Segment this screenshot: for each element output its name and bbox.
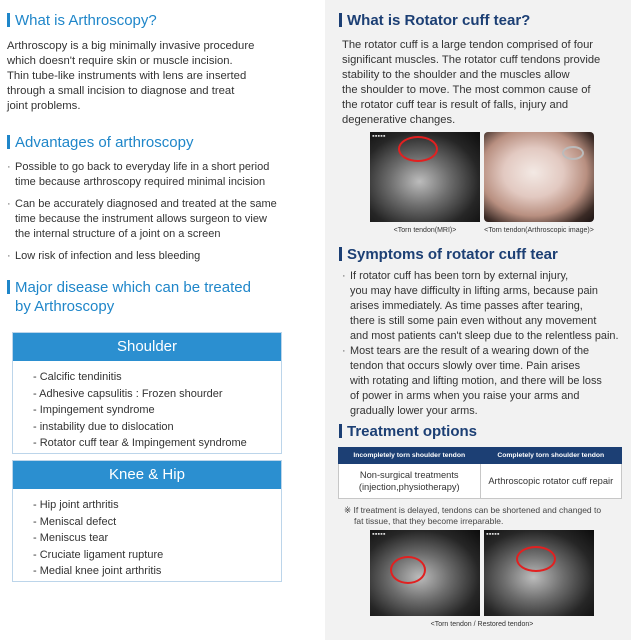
major-disease-heading-line2: by Arthroscopy [15,298,115,315]
knee-hip-box [12,460,282,582]
left-column [0,0,300,640]
list-item: - Adhesive capsulitis : Frozen shourder [33,387,223,400]
table-cell: Arthroscopic rotator cuff repair [480,464,622,499]
table-cell: Non-surgical treatments (injection,physiotherapy) [339,464,481,499]
symptom-item: · If rotator cuff has been torn by external injury, you may have difficulty in lifting arms, because pain arises immediately. As time passes after tearing, there is still some pain even without any movement and most patients can't sleep due to the relentless pain. [342,270,619,342]
rotator-cuff-paragraph: The rotator cuff is a large tendon comprised of four significant muscles. The rotator cuff tendons provide stability to the shoulder and the muscles allow the shoulder to move. The most common cause of the rotator cuff tear is result of falls, injury and degenerative changes. [342,39,601,126]
knee-hip-disease-list [13,489,281,586]
bottom-images-caption: <Torn tendon / Restored tendon> [430,621,534,628]
mri-caption: <Torn tendon(MRI)> [393,227,457,234]
highlight-circle [398,136,438,162]
mri-image-torn [370,132,480,222]
heading-bar [7,135,10,149]
arthroscopy-paragraph: Arthroscopy is a big minimally invasive procedure which doesn't require skin or muscle incision. Thin tube-like instruments with lens are inserted through a small incision to diagnose and treat joint problems. [7,40,255,112]
scan-tag: ▪▪▪▪▪ [486,532,500,537]
major-disease-heading: Major disease which can be treated [7,279,251,297]
bullet-dot: · [342,270,346,282]
table-header-row [339,448,622,464]
right-column [325,0,631,640]
symptom-item: · Most tears are the result of a wearing down of the tendon that occurs slowly over time. Pain arises with rotating and lifting motion, and there will be loss of power in arms when you raise your arms and gradually lower your arms. [342,345,602,417]
scan-tag: ▪▪▪▪▪ [372,134,386,139]
bullet-dot: · [7,250,11,262]
heading-bar [7,13,10,27]
scan-tag: ▪▪▪▪▪ [372,532,386,537]
symptoms-heading: Symptoms of rotator cuff tear [339,246,558,264]
bullet-dot: · [342,345,346,357]
list-item: - Calcific tendinitis [33,371,122,383]
heading-bar [339,424,342,438]
shoulder-disease-list [13,361,281,458]
table-header: Completely torn shoulder tendon [480,448,622,464]
advantages-heading: Advantages of arthroscopy [7,134,193,152]
shoulder-box-title: Shoulder [13,333,281,361]
bullet-dot: · [7,198,11,210]
advantage-item: · Can be accurately diagnosed and treated at the same time because the instrument allows surgeon to view the internal structure of a joint on a screen [7,198,277,240]
list-item: - Meniscus tear [33,532,109,544]
list-item: - Medial knee joint arthritis [33,565,162,577]
bullet-dot: · [7,161,11,173]
instrument-shape [562,146,584,160]
arthroscopic-image [484,132,594,222]
advantage-item: · Possible to go back to everyday life in a short period time because arthroscopy required minimal incision [7,161,270,188]
heading-bar [7,280,10,294]
highlight-circle [516,546,556,572]
list-item: - Hip joint arthritis [33,499,119,511]
list-item: - Meniscal defect [33,515,117,528]
mri-image-restored [484,530,594,616]
mri-image-torn-bottom [370,530,480,616]
heading-bar [339,247,342,261]
shoulder-box [12,332,282,454]
treatment-heading: Treatment options [339,423,477,441]
highlight-circle [390,556,426,584]
advantage-item: · Low risk of infection and less bleeding [7,250,201,262]
rotator-cuff-heading: What is Rotator cuff tear? [339,12,530,30]
list-item: - instability due to dislocation [33,420,174,433]
arthroscopy-heading: What is Arthroscopy? [7,12,157,30]
heading-bar [339,13,342,27]
list-item: - Rotator cuff tear & Impingement syndrome [33,437,247,449]
table-row [339,464,622,499]
list-item: - Impingement syndrome [33,404,155,416]
treatment-note: ※ If treatment is delayed, tendons can be shortened and changed to fat tissue, that they become irreparable. [344,505,602,526]
knee-hip-box-title: Knee & Hip [13,461,281,489]
arthroscopic-caption: <Torn tendon(Arthroscopic image)> [484,227,594,234]
list-item: - Cruciate ligament rupture [33,548,164,561]
table-header: Incompletely torn shoulder tendon [339,448,481,464]
treatment-table [338,447,622,499]
